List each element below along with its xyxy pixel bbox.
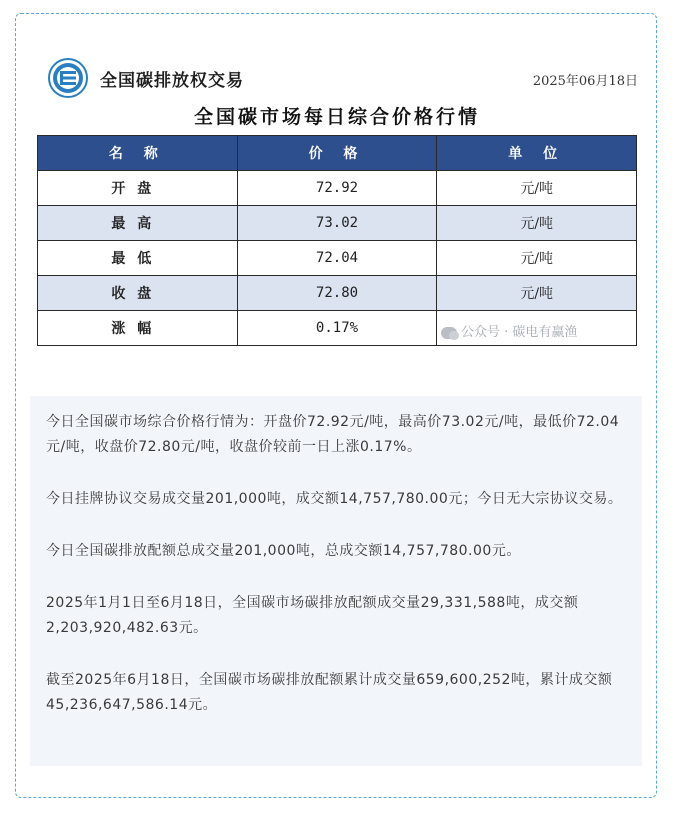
row-price: 73.02 <box>237 206 437 241</box>
row-unit: 元/吨 <box>437 276 637 311</box>
column-header-name: 名 称 <box>38 136 238 171</box>
wechat-watermark <box>441 321 577 340</box>
header <box>48 58 638 98</box>
table-row <box>38 241 637 276</box>
price-table <box>37 135 637 346</box>
summary-paragraph: 截至2025年6月18日，全国碳市场碳排放配额累计成交量659,600,252吨，累计成交额45,236,647,586.14元。 <box>46 672 613 713</box>
column-header-price: 价 格 <box>237 136 437 171</box>
summary-paragraph: 今日全国碳排放配额总成交量201,000吨，总成交额14,757,780.00元。 <box>46 543 521 559</box>
row-price: 72.92 <box>237 171 437 206</box>
row-name: 最高 <box>38 206 238 241</box>
row-unit: 元/吨 <box>437 206 637 241</box>
row-name: 收盘 <box>38 276 238 311</box>
row-name: 涨幅 <box>38 311 238 346</box>
brand-name: 全国碳排放权交易 <box>100 71 244 91</box>
row-name: 最低 <box>38 241 238 276</box>
row-unit: 元/吨 <box>437 241 637 276</box>
page-title: 全国碳市场每日综合价格行情 <box>193 106 480 128</box>
wechat-icon <box>441 327 457 339</box>
exchange-logo-icon <box>48 58 88 98</box>
table-header-row <box>38 136 637 171</box>
watermark-text: 公众号 · 碳电有赢渔 <box>461 325 578 340</box>
column-header-unit: 单 位 <box>437 136 637 171</box>
summary-paragraph: 今日全国碳市场综合价格行情为：开盘价72.92元/吨，最高价73.02元/吨，最低价72.04元/吨，收盘价72.80元/吨，收盘价较前一日上涨0.17%。 <box>46 414 620 455</box>
table-row <box>38 206 637 241</box>
row-price: 72.80 <box>237 276 437 311</box>
row-price: 72.04 <box>237 241 437 276</box>
summary-box <box>30 396 642 766</box>
table-row <box>38 171 637 206</box>
summary-paragraph: 今日挂牌协议交易成交量201,000吨，成交额14,757,780.00元；今日无大宗协议交易。 <box>46 491 623 507</box>
summary-paragraph: 2025年1月1日至6月18日，全国碳市场碳排放配额成交量29,331,588吨，成交额2,203,920,482.63元。 <box>46 595 579 636</box>
report-date: 2025年06月18日 <box>532 74 638 89</box>
row-unit: 元/吨 <box>437 171 637 206</box>
row-price: 0.17% <box>237 311 437 346</box>
row-name: 开盘 <box>38 171 238 206</box>
table-row <box>38 276 637 311</box>
